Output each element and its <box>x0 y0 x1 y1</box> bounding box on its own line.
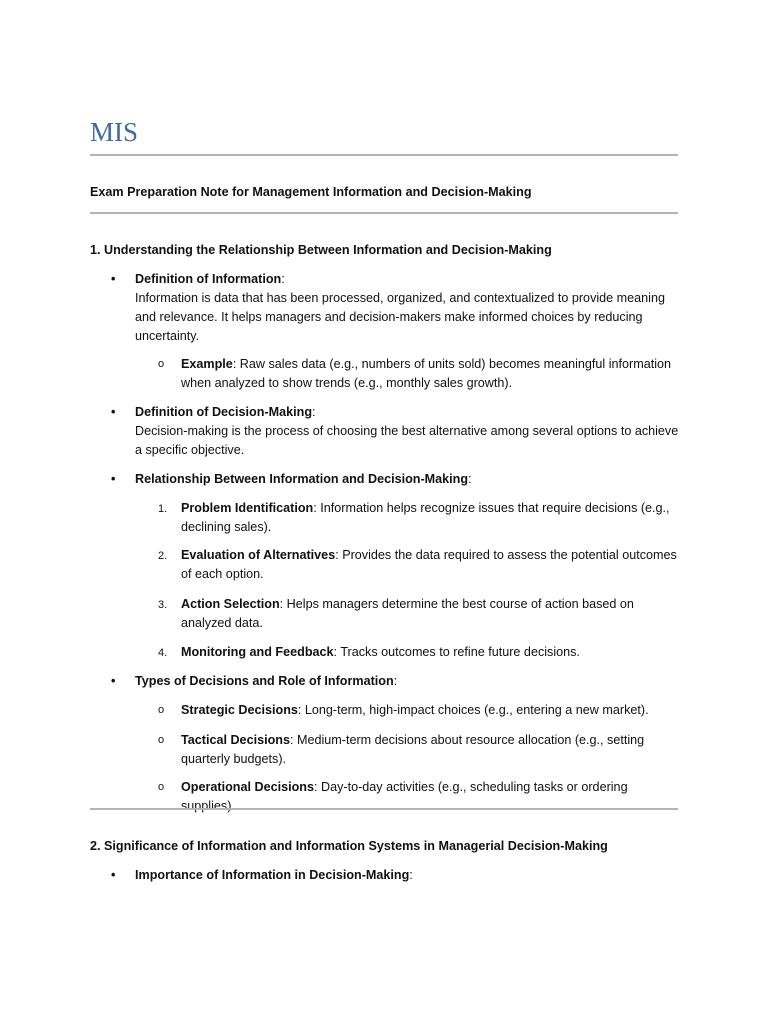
item-text: : Information helps recognize issues that require decisions (e.g., declining sales). <box>181 501 670 534</box>
divider-rule <box>90 212 678 214</box>
item-number: 1. <box>158 503 168 515</box>
label-colon: : <box>312 405 316 419</box>
bullet-label: Types of Decisions and Role of Information <box>135 674 394 688</box>
label-colon: : <box>393 674 398 688</box>
sub-bullet-icon: o <box>158 781 165 793</box>
bullet-icon: • <box>111 472 116 486</box>
sub-bullet-example <box>158 355 680 393</box>
bullet-icon: • <box>111 674 116 688</box>
bullet-text: Decision-making is the process of choosing the best alternative among several options to achieve a specific objective. <box>135 423 679 457</box>
bullet-label: Importance of Information in Decision-Making <box>135 868 410 882</box>
label-colon: : <box>409 868 413 882</box>
bullet-importance-of-information <box>111 866 680 885</box>
numbered-item <box>158 643 680 662</box>
item-label: Strategic Decisions <box>181 703 298 717</box>
item-label: Tactical Decisions <box>181 733 290 747</box>
label-colon: : <box>281 272 285 286</box>
item-number: 4. <box>158 647 168 659</box>
item-label: Operational Decisions <box>181 780 314 794</box>
item-text: : Medium-term decisions about resource allocation (e.g., setting quarterly budgets). <box>181 733 645 766</box>
divider-rule <box>90 154 678 156</box>
item-label: Action Selection <box>181 597 280 611</box>
item-number: 3. <box>158 599 168 611</box>
bullet-definition-of-decision-making <box>111 403 680 460</box>
bullet-label: Definition of Information <box>135 272 282 286</box>
item-label: Problem Identification <box>181 501 314 515</box>
sub-bullet-icon: o <box>158 358 165 370</box>
sub-bullet-text: : Raw sales data (e.g., numbers of units sold) becomes meaningful information when analyzed to show trends (e.g., monthly sales growth). <box>181 357 672 390</box>
section-heading: 2. Significance of Information and Information Systems in Managerial Decision-Making <box>90 839 608 853</box>
bullet-label: Relationship Between Information and Decision-Making <box>135 472 469 486</box>
sub-bullet-icon: o <box>158 704 165 716</box>
item-label: Monitoring and Feedback <box>181 645 334 659</box>
bullet-relationship <box>111 470 680 489</box>
sub-bullet-item <box>158 731 680 769</box>
item-text: : Long-term, high-impact choices (e.g., entering a new market). <box>297 703 649 717</box>
item-text: : Day-to-day activities (e.g., scheduling tasks or ordering supplies). <box>181 780 628 813</box>
numbered-item <box>158 595 680 633</box>
sub-bullet-item <box>158 701 680 720</box>
bullet-icon: • <box>111 868 116 882</box>
item-text: : Tracks outcomes to refine future decisions. <box>333 645 580 659</box>
bullet-text: Information is data that has been processed, organized, and contextualized to provide meaning and relevance. It helps managers and decision-makers make informed choices by reducing uncertainty. <box>135 290 665 343</box>
bullet-icon: • <box>111 405 116 419</box>
numbered-item <box>158 499 680 537</box>
item-number: 2. <box>158 550 168 562</box>
sub-bullet-item <box>158 778 680 816</box>
numbered-item <box>158 546 680 584</box>
document-subtitle: Exam Preparation Note for Management Information and Decision-Making <box>90 185 532 199</box>
item-text: : Helps managers determine the best course of action based on analyzed data. <box>181 597 634 630</box>
item-text: : Provides the data required to assess the potential outcomes of each option. <box>181 548 677 581</box>
bullet-definition-of-information <box>111 270 680 346</box>
document-title: MIS <box>90 117 139 147</box>
sub-bullet-label: Example <box>181 357 233 371</box>
section-heading: 1. Understanding the Relationship Between Information and Decision-Making <box>90 243 552 257</box>
bullet-label: Definition of Decision-Making <box>135 405 313 419</box>
sub-bullet-icon: o <box>158 734 165 746</box>
bullet-icon: • <box>111 272 116 286</box>
label-colon: : <box>468 472 472 486</box>
item-label: Evaluation of Alternatives <box>181 548 336 562</box>
bullet-types-of-decisions <box>111 672 680 691</box>
divider-rule <box>90 808 678 810</box>
